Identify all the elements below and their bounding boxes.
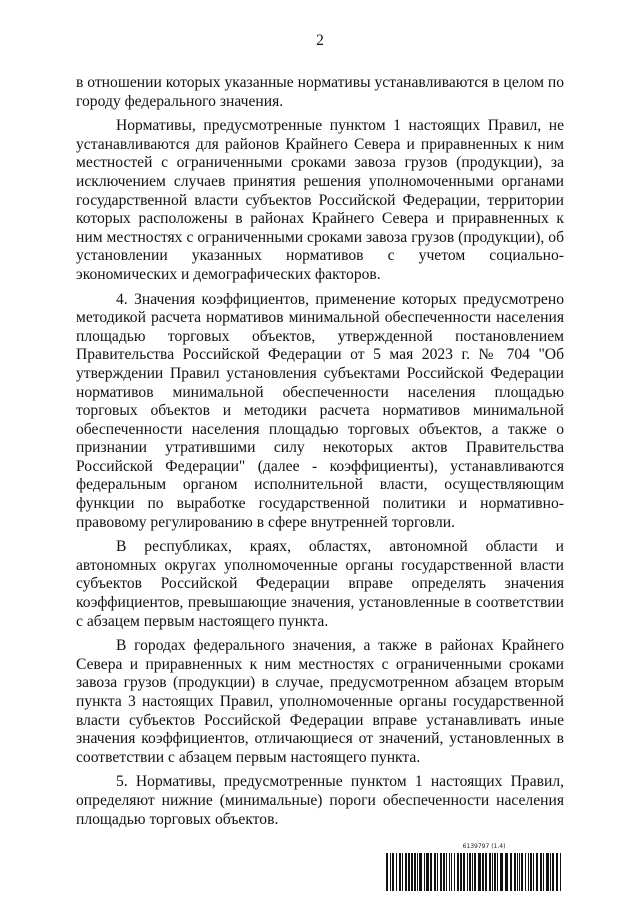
paragraph-federal-cities: В городах федерального значения, а также в районах Крайнего Севера и приравненных к ним местностях с ограниченными сроками завоза грузов (продукции) в случае, предусмотренном абзацем вторым пункта 3 настоящих Правил, уполномоченные органы государственной власти субъектов Российской Федерации вправе устанавливать иные значения коэффициентов, отличающиеся от значений, установленных в соответствии с абзацем первым настоящего пункта. xyxy=(76,637,564,766)
barcode-icon xyxy=(386,853,562,891)
paragraph-republics: В республиках, краях, областях, автономной области и автономных округах уполномоченные органы государственной власти субъектов Российской Федерации вправе определять значения коэффициентов, превышающие значения, установленные в соответствии с абзацем первым настоящего пункта. xyxy=(76,538,564,630)
paragraph-continuation: в отношении которых указанные нормативы устанавливаются в целом по городу федерального значения. xyxy=(76,74,564,110)
paragraph-item-5-norms: 5. Нормативы, предусмотренные пунктом 1 настоящих Правил, определяют нижние (минимальные) пороги обеспеченности населения площадью торговых объектов. xyxy=(76,773,564,828)
page-number: 2 xyxy=(316,32,324,49)
document-barcode xyxy=(386,843,562,893)
paragraph-item-4-coefficients: 4. Значения коэффициентов, применение которых предусмотрено методикой расчета нормативов минимальной обеспеченности населения площадью торговых объектов, утвержденной постановлением Правительства Российской Федерации от 5 мая 2023 г. № 704 "Об утверждении Правил установления субъектами Российской Федерации нормативов минимальной обеспеченности населения площадью торговых объектов и методики расчета нормативов минимальной обеспеченности населения площадью торговых объектов, а также о признании утратившими силу некоторых актов Правительства Российской Федерации" (далее - коэффициенты), устанавливаются федеральным органом исполнительной власти, осуществляющим функции по выработке государственной политики и нормативно-правовому регулированию в сфере внутренней торговли. xyxy=(76,290,564,531)
barcode-label: 6139797 (1.4) xyxy=(462,843,506,850)
document-body xyxy=(76,74,564,829)
paragraph-northern-regions: Нормативы, предусмотренные пунктом 1 настоящих Правил, не устанавливаются для районов Крайнего Севера и приравненных к ним местностей с ограниченными сроками завоза грузов (продукции), за исключением случаев принятия решения уполномоченными органами государственной власти субъектов Российской Федерации, территории которых расположены в районах Крайнего Севера и приравненных к ним местностях с ограниченными сроками завоза грузов (продукции), об установлении указанных нормативов с учетом социально-экономических и демографических факторов. xyxy=(76,117,564,283)
